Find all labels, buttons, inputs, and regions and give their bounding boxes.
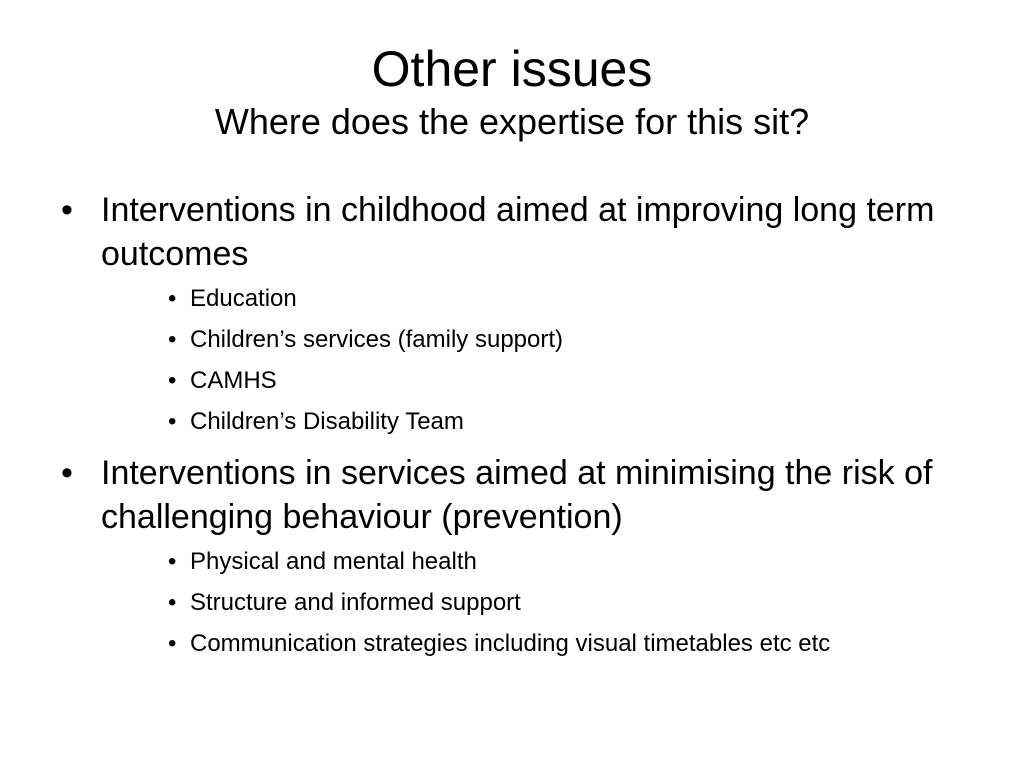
- bullet-icon: •: [168, 548, 177, 575]
- bullet-content: [56, 188, 976, 673]
- sub-bullet-text: CAMHS: [190, 367, 277, 394]
- sub-bullet-item: [56, 629, 976, 659]
- sub-bullet-text: Education: [190, 285, 297, 312]
- sub-bullet-item: [56, 588, 976, 618]
- sub-bullet-item: [56, 366, 976, 396]
- sub-bullet-item: [56, 284, 976, 314]
- bullet-item: [56, 188, 976, 276]
- sub-bullet-item: [56, 547, 976, 577]
- sub-bullet-text: Children’s services (family support): [190, 326, 564, 353]
- sub-bullet-item: [56, 325, 976, 355]
- bullet-icon: •: [168, 326, 177, 353]
- bullet-icon: •: [168, 367, 177, 394]
- sub-bullet-list: [56, 284, 976, 437]
- bullet-icon: •: [61, 454, 73, 492]
- slide-title: Other issues: [371, 41, 653, 97]
- bullet-icon: •: [61, 191, 73, 229]
- sub-bullet-text: Physical and mental health: [190, 548, 477, 575]
- bullet-icon: •: [168, 285, 177, 312]
- bullet-item: [56, 451, 976, 539]
- sub-bullet-text: Structure and informed support: [190, 589, 521, 616]
- sub-bullet-text: Children’s Disability Team: [190, 408, 464, 435]
- bullet-text: Interventions in childhood aimed at improving long term outcomes: [101, 191, 935, 273]
- sub-bullet-item: [56, 407, 976, 437]
- bullet-text: Interventions in services aimed at minimising the risk of challenging behaviour (prevention): [101, 454, 933, 536]
- sub-bullet-text: Communication strategies including visual timetables etc etc: [190, 630, 831, 657]
- bullet-icon: •: [168, 630, 177, 657]
- bullet-icon: •: [168, 589, 177, 616]
- sub-bullet-list: [56, 547, 976, 659]
- bullet-icon: •: [168, 408, 177, 435]
- title-block: [0, 38, 1024, 144]
- slide-subtitle: Where does the expertise for this sit?: [214, 101, 810, 142]
